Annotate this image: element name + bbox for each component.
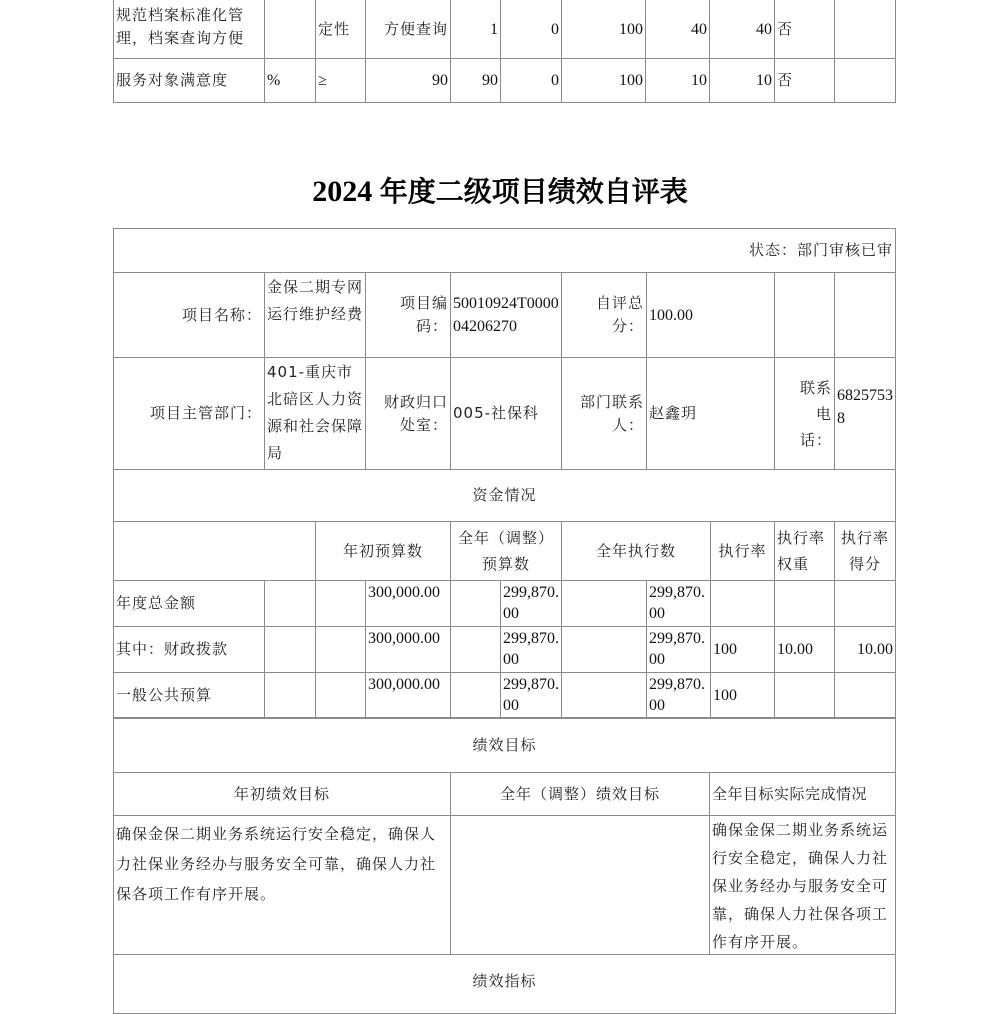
- dept-value: 401-重庆市北碚区人力资源和社会保障局: [264, 357, 366, 470]
- value-cell: 100: [561, 0, 646, 59]
- finance-office-label: 财政归口处室：: [365, 357, 451, 470]
- empty-cell: [450, 672, 501, 719]
- score-cell: 40: [709, 0, 775, 59]
- indicator-type-cell: ≥: [315, 58, 366, 103]
- executed-value: 299,870.00: [646, 626, 711, 673]
- target-value-cell: 90: [365, 58, 451, 103]
- empty-cell: [561, 580, 647, 627]
- empty-cell: [315, 580, 366, 627]
- empty-cell: [774, 272, 835, 358]
- executed-value: 299,870.00: [646, 672, 711, 719]
- funds-section-title: 资金情况: [113, 469, 896, 522]
- fund-row-label: 一般公共预算: [113, 672, 265, 719]
- empty-cell: [264, 672, 316, 719]
- unit-cell: %: [264, 58, 316, 103]
- header-adjusted-budget: 全年（调整）预算数: [450, 521, 562, 581]
- project-name-label: 项目名称：: [113, 272, 265, 358]
- project-code-label: 项目编码：: [365, 272, 451, 358]
- header-rate-score: 执行率得分: [834, 521, 896, 581]
- header-actual-completion: 全年目标实际完成情况: [709, 772, 896, 816]
- fund-row-label: 其中：财政拨款: [113, 626, 265, 673]
- contact-label: 部门联系人：: [561, 357, 647, 470]
- empty-cell: [561, 626, 647, 673]
- title-year: 2024: [312, 175, 373, 208]
- indicators-section-title: 绩效指标: [113, 954, 896, 1014]
- note-cell: [834, 0, 896, 59]
- fund-row-label: 年度总金额: [113, 580, 265, 627]
- target-value-cell: 方便查询: [365, 0, 451, 59]
- actual-completion-text: 确保金保二期业务系统运行安全稳定，确保人力社保业务经办与服务安全可靠，确保人力社保各项工作有序开展。: [709, 815, 896, 955]
- note-cell: [834, 58, 896, 103]
- empty-cell: [315, 672, 366, 719]
- header-adjusted-goal: 全年（调整）绩效目标: [450, 772, 710, 816]
- score-label: 自评总分：: [561, 272, 647, 358]
- flag-cell: 否: [774, 58, 835, 103]
- execution-rate-value: 100: [710, 672, 775, 719]
- value-cell: 1: [450, 0, 501, 59]
- empty-cell: [264, 580, 316, 627]
- finance-office-value: 005-社保科: [450, 357, 562, 470]
- project-name-value: 金保二期专网运行维护经费: [264, 272, 366, 358]
- rate-weight-value: [774, 580, 835, 627]
- phone-label: 联系电话：: [774, 357, 835, 470]
- adjusted-budget-value: 299,870.00: [500, 672, 562, 719]
- project-code-value: 50010924T000004206270: [450, 272, 562, 358]
- executed-value: 299,870.00: [646, 580, 711, 627]
- adjusted-budget-value: 299,870.00: [500, 626, 562, 673]
- page-title: [0, 170, 1000, 210]
- header-execution-rate: 执行率: [710, 521, 775, 581]
- header-initial-goal: 年初绩效目标: [113, 772, 451, 816]
- empty-cell: [450, 626, 501, 673]
- header-initial-budget: 年初预算数: [315, 521, 451, 581]
- empty-cell: [450, 580, 501, 627]
- rate-weight-value: 10.00: [774, 626, 835, 673]
- execution-rate-value: 100: [710, 626, 775, 673]
- status-cell: 状态：部门审核已审: [113, 228, 896, 273]
- indicator-type-cell: 定性: [315, 0, 366, 59]
- contact-value: 赵鑫玥: [646, 357, 775, 470]
- header-rate-weight: 执行率权重: [774, 521, 835, 581]
- unit-cell: [264, 0, 316, 59]
- empty-cell: [264, 626, 316, 673]
- execution-rate-value: [710, 580, 775, 627]
- title-text: 年度二级项目绩效自评表: [379, 175, 688, 208]
- initial-goal-text: 确保金保二期业务系统运行安全稳定，确保人力社保业务经办与服务安全可靠，确保人力社保各项工作有序开展。: [113, 815, 451, 955]
- value-cell: 100: [561, 58, 646, 103]
- empty-cell: [834, 272, 896, 358]
- score-cell: 10: [709, 58, 775, 103]
- initial-budget-value: 300,000.00: [365, 672, 451, 719]
- initial-budget-value: 300,000.00: [365, 626, 451, 673]
- dept-label: 项目主管部门：: [113, 357, 265, 470]
- indicator-name-cell: 服务对象满意度: [113, 58, 265, 103]
- score-value: 100.00: [646, 272, 775, 358]
- rate-score-value: [834, 672, 896, 719]
- empty-cell: [315, 626, 366, 673]
- flag-cell: 否: [774, 0, 835, 59]
- weight-cell: 10: [645, 58, 710, 103]
- value-cell: 0: [500, 0, 562, 59]
- header-executed: 全年执行数: [561, 521, 711, 581]
- empty-cell: [561, 672, 647, 719]
- adjusted-budget-value: 299,870.00: [500, 580, 562, 627]
- rate-weight-value: [774, 672, 835, 719]
- phone-value: 68257538: [834, 357, 896, 470]
- funds-header-blank: [113, 521, 316, 581]
- adjusted-goal-text: [450, 815, 710, 955]
- indicator-name-cell: 规范档案标准化管理，档案查询方便: [113, 0, 265, 59]
- goals-section-title: 绩效目标: [113, 717, 896, 773]
- rate-score-value: 10.00: [834, 626, 896, 673]
- value-cell: 90: [450, 58, 501, 103]
- initial-budget-value: 300,000.00: [365, 580, 451, 627]
- rate-score-value: [834, 580, 896, 627]
- weight-cell: 40: [645, 0, 710, 59]
- value-cell: 0: [500, 58, 562, 103]
